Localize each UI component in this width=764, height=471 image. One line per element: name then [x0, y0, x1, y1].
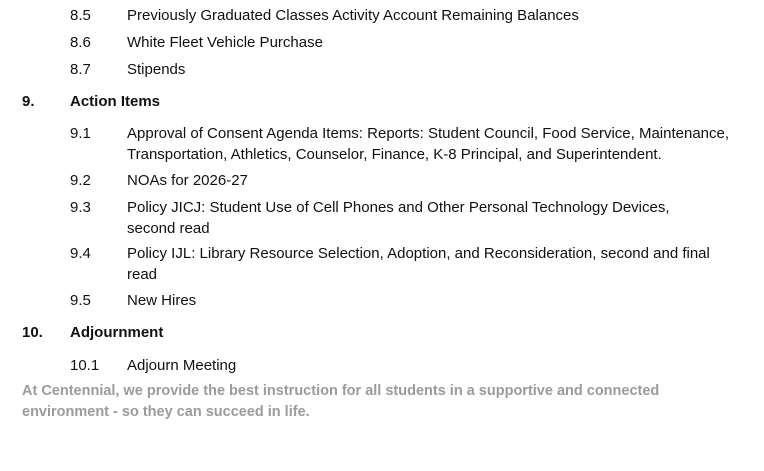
item-number: 8.6 [70, 34, 91, 51]
item-text: New Hires [127, 292, 197, 309]
item-number: 10.1 [70, 357, 100, 374]
item-number: 8.5 [70, 7, 91, 24]
item-text: Policy IJL: Library Resource Selection, Adoption, and Reconsideration, second and final read [127, 245, 710, 283]
item-text: NOAs for 2026-27 [127, 172, 248, 189]
item-text: Stipends [127, 61, 186, 78]
section-title: Adjournment [70, 324, 164, 341]
item-text: Adjourn Meeting [127, 357, 237, 374]
item-text: White Fleet Vehicle Purchase [127, 34, 323, 51]
item-number: 8.7 [70, 61, 91, 78]
section-number: 10. [22, 324, 43, 341]
item-text: Approval of Consent Agenda Items: Reports: Student Council, Food Service, Maintenance, Transportation, Athletics, Counselor, Finance, K-8 Principal, and Superintendent. [127, 125, 730, 163]
item-number: 9.1 [70, 125, 91, 142]
item-number: 9.5 [70, 292, 91, 309]
mission-statement: At Centennial, we provide the best instruction for all students in a supportive and connected environment - so they can succeed in life. [22, 383, 660, 420]
item-number: 9.3 [70, 199, 91, 216]
item-text: Policy JICJ: Student Use of Cell Phones and Other Personal Technology Devices, second read [127, 199, 670, 237]
item-number: 9.2 [70, 172, 91, 189]
section-title: Action Items [70, 93, 161, 110]
item-number: 9.4 [70, 245, 91, 262]
item-text: Previously Graduated Classes Activity Account Remaining Balances [127, 7, 579, 24]
section-number: 9. [22, 93, 35, 110]
